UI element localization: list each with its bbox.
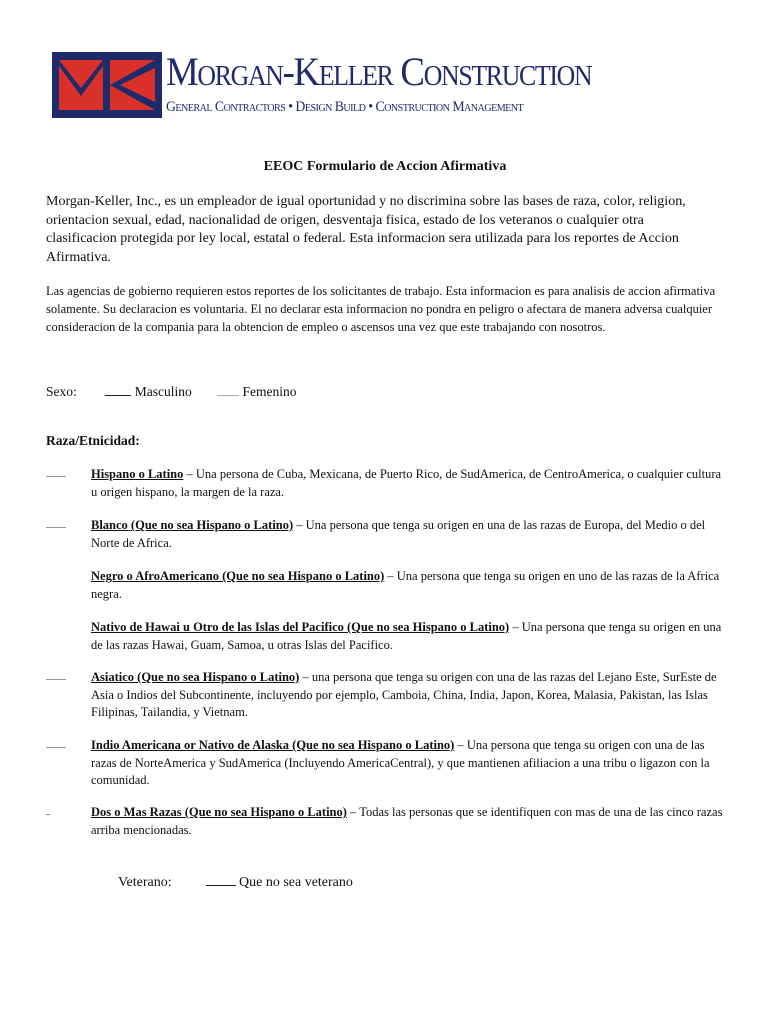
race-heading: Raza/Etnicidad:	[46, 433, 140, 448]
race-option-description: – Una persona que tenga su origen en uno de las razas de la Africa negra.	[91, 569, 720, 601]
veteran-label: Veterano:	[118, 875, 172, 890]
sex-field-row	[46, 383, 646, 401]
sex-option-female[interactable]	[217, 384, 296, 399]
race-option-text	[91, 804, 727, 839]
race-option-name: Asiatico (Que no sea Hispano o Latino)	[91, 670, 300, 684]
race-option-text	[91, 517, 727, 552]
veteran-field-row	[118, 873, 518, 892]
race-blank-line[interactable]	[46, 814, 50, 815]
eeo-statement-paragraph: Morgan-Keller, Inc., es un empleador de igual oportunidad y no discrimina sobre las bases de raza, color, religion, orientacion sexual, edad, nacionalidad de origen, desventaja fisica, estado de los veteranos o cualquier otra clasificacion protegida por ley local, estatal o federal. Esta informacion sera utilizada para los reportes de Accion Afirmativa.	[46, 194, 686, 265]
race-option-description: – Una persona de Cuba, Mexicana, de Puerto Rico, de SudAmerica, de CentroAmerica, o cualquier cultura u origen hispano, la margen de la raza.	[91, 467, 722, 499]
race-option-text	[91, 466, 727, 501]
race-option-text	[91, 619, 727, 654]
female-option-label: Femenino	[242, 384, 297, 399]
race-option-name: Negro o AfroAmericano (Que no sea Hispano o Latino)	[91, 569, 385, 583]
race-option-name: Nativo de Hawai u Otro de las Islas del Pacifico (Que no sea Hispano o Latino)	[91, 620, 510, 634]
veteran-blank-line[interactable]	[206, 873, 236, 886]
race-option-name: Dos o Mas Razas (Que no sea Hispano o Latino)	[91, 805, 347, 819]
race-option-description: – Una persona que tenga su origen en una de las razas Hawai, Guam, Samoa, u otras Islas del Pacifico.	[91, 620, 722, 652]
race-blank-line[interactable]	[46, 476, 66, 477]
race-option-text	[91, 669, 727, 722]
company-tagline: General Contractors • Design Build • Construction Management	[166, 99, 524, 115]
male-blank-line[interactable]	[105, 383, 131, 396]
female-blank-line[interactable]	[217, 383, 239, 396]
race-option-name: Blanco (Que no sea Hispano o Latino)	[91, 518, 294, 532]
veteran-option-label: Que no sea veterano	[239, 875, 353, 890]
document-title: EEOC Formulario de Accion Afirmativa	[263, 159, 507, 174]
veteran-option[interactable]	[206, 875, 353, 890]
race-option-description: – Una persona que tenga su origen con una de las razas de NorteAmerica y SudAmerica (Incluyendo AmericaCentral), y que mantienen afiliacion a una tribu o ligazon con la comunidad.	[91, 738, 710, 787]
race-option-text	[91, 568, 727, 603]
race-option-name: Indio Americana or Nativo de Alaska (Que no sea Hispano o Latino)	[91, 738, 455, 752]
mk-logo-icon	[54, 54, 160, 116]
race-option-name: Hispano o Latino	[91, 467, 184, 481]
race-option-description: – una persona que tenga su origen con una de las razas del Lejano Este, SurEste de Asia o Indios del Subcontinente, incluyendo por ejemplo, Camboia, China, India, Japon, Korea, Malasia, Pakistan, las Islas Filipinas, Tailandia, y Vietnam.	[91, 670, 717, 719]
race-option-description: – Todas las personas que se identifiquen con mas de una de las cinco razas arriba mencionadas.	[91, 805, 723, 837]
company-name: Morgan-Keller Construction	[166, 49, 592, 94]
sex-option-male[interactable]	[105, 383, 191, 401]
race-blank-line[interactable]	[46, 527, 66, 528]
voluntary-disclosure-paragraph: Las agencias de gobierno requieren estos reportes de los solicitantes de trabajo. Esta informacion es para analisis de accion afirmativa solamente. Su declaracion es voluntaria. El no declarar esta informacion no pondra en peligro o afectara de manera adversa cualquier consideracion de la compania para la obtencion de empleo o ascensos una vez que este trabajando con nosotros.	[46, 284, 716, 334]
race-option-description: – Una persona que tenga su origen en una de las razas de Europa, del Medio o del Norte de Africa.	[91, 518, 706, 550]
race-blank-line[interactable]	[46, 747, 66, 748]
sex-label: Sexo:	[46, 384, 77, 399]
mk-monogram-logo	[52, 52, 162, 118]
race-option-text	[91, 737, 727, 790]
race-blank-line[interactable]	[46, 679, 66, 680]
male-option-label: Masculino	[134, 384, 192, 399]
